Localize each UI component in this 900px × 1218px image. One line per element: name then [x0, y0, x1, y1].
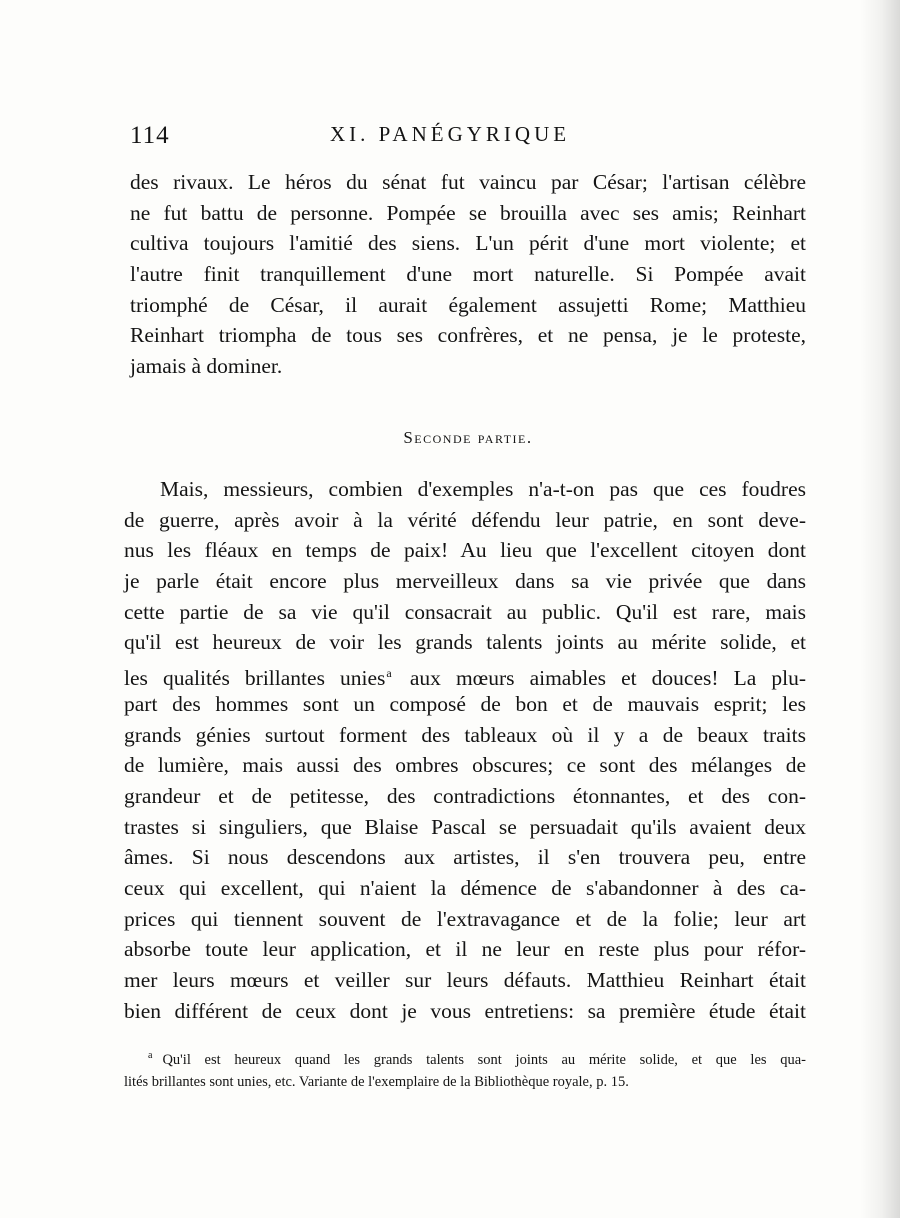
text-line: part des hommes sont un composé de bon et de mauvais esprit; les — [124, 691, 806, 716]
text-line: de guerre, après avoir à la vérité défendu leur patrie, en sont deve- — [124, 507, 806, 532]
footnote-marker: a — [148, 1050, 153, 1061]
paragraph-end-first-part — [130, 167, 806, 382]
text-line: grandeur et de petitesse, des contradictions étonnantes, et des con- — [124, 783, 806, 808]
text-line: mer leurs mœurs et veiller sur leurs défauts. Matthieu Reinhart était — [124, 968, 806, 992]
text-segment: aux mœurs aimables et douces! La plu- — [409, 666, 807, 691]
text-line: jamais à dominer. — [130, 354, 283, 379]
footnote-line — [124, 1045, 806, 1071]
text-line: l'autre finit tranquillement d'une mort naturelle. Si Pompée avait — [130, 262, 806, 287]
running-header — [130, 122, 805, 152]
running-title: XI. PANÉGYRIQUE — [330, 122, 571, 146]
paragraph-second-part — [124, 474, 806, 1026]
text-line: bien différent de ceux dont je vous entretiens: sa première étude était — [124, 998, 806, 1023]
text-line: Reinhart triompha de tous ses confrères, et ne pensa, je le proteste, — [130, 323, 806, 348]
page-edge-shadow — [860, 0, 900, 1218]
text-line: Mais, messieurs, combien d'exemples n'a-t-on pas que ces foudres — [160, 477, 806, 501]
text-line: absorbe toute leur application, et il ne leur en reste plus pour réfor- — [124, 937, 806, 962]
footnote-reference[interactable]: a — [386, 666, 392, 681]
text-line: triomphé de César, il aurait également assujetti Rome; Matthieu — [130, 292, 806, 317]
section-heading-text: Seconde partie. — [403, 428, 533, 447]
text-line-with-note — [124, 658, 806, 689]
text-line: cultiva toujours l'amitié des siens. L'un périt d'une mort violente; et — [130, 231, 806, 256]
footnote — [124, 1045, 806, 1093]
footnote-line: lités brillantes sont unies, etc. Variante de l'exemplaire de la Bibliothèque royale, p. 15. — [124, 1073, 629, 1090]
text-line: des rivaux. Le héros du sénat fut vaincu par César; l'artisan célèbre — [130, 170, 806, 194]
text-line: cette partie de sa vie qu'il consacrait au public. Qu'il est rare, mais — [124, 599, 806, 624]
text-line: ceux qui excellent, qui n'aient la démence de s'abandonner à des ca- — [124, 875, 806, 900]
text-line: de lumière, mais aussi des ombres obscures; ce sont des mélanges de — [124, 753, 806, 778]
page-number: 114 — [130, 122, 170, 149]
footnote-text: Qu'il est heureux quand les grands talents sont joints au mérite solide, et que les qua- — [162, 1051, 806, 1068]
text-line: prices qui tiennent souvent de l'extravagance et de la folie; leur art — [124, 906, 806, 931]
text-line: je parle était encore plus merveilleux dans sa vie privée que dans — [124, 569, 806, 594]
section-heading — [0, 428, 900, 448]
text-line: nus les fléaux en temps de paix! Au lieu que l'excellent citoyen dont — [124, 538, 806, 563]
text-line: grands génies surtout forment des tableaux où il y a de beaux traits — [124, 722, 806, 747]
text-line: trastes si singuliers, que Blaise Pascal se persuadait qu'ils avaient deux — [124, 814, 806, 839]
text-segment: les qualités brillantes unies — [124, 666, 386, 691]
text-line: ne fut battu de personne. Pompée se brouilla avec ses amis; Reinhart — [130, 200, 806, 225]
text-line: qu'il est heureux de voir les grands talents joints au mérite solide, et — [124, 630, 806, 655]
text-line: âmes. Si nous descendons aux artistes, il s'en trouvera peu, entre — [124, 845, 806, 870]
